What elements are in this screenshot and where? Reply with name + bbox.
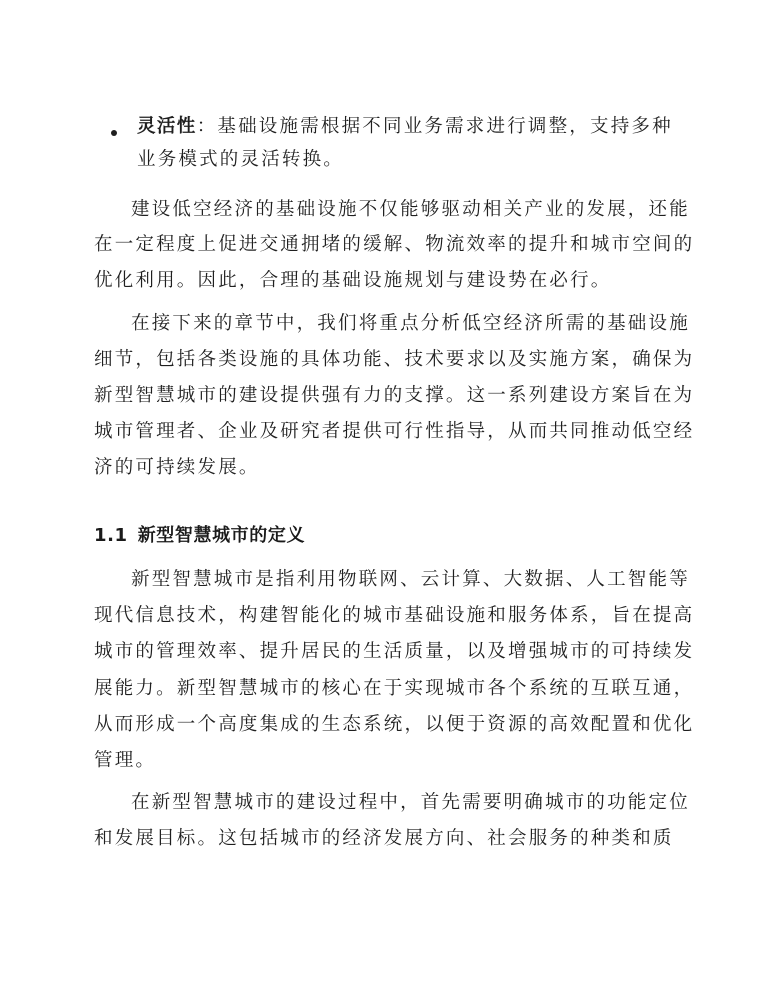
bullet-dot-icon: [111, 130, 117, 136]
section-heading: [94, 524, 305, 548]
para4-line-1: 在新型智慧城市的建设过程中，首先需要明确城市的功能定位: [131, 792, 690, 813]
para2-line-2: 细节，包括各类设施的具体功能、技术要求以及实施方案，确保为: [94, 349, 695, 370]
para3-line-6: 管理。: [94, 750, 157, 771]
para2-line-3: 新型智慧城市的建设提供强有力的支撑。这一系列建设方案旨在为: [94, 385, 695, 406]
para2-line-1: 在接下来的章节中，我们将重点分析低空经济所需的基础设施: [131, 313, 690, 334]
section-title: 新型智慧城市的定义: [137, 525, 306, 546]
para1-line-2: 在一定程度上促进交通拥堵的缓解、物流效率的提升和城市空间的: [94, 234, 695, 255]
para1-line-3: 优化利用。因此，合理的基础设施规划与建设势在必行。: [94, 270, 612, 291]
bullet-text-1: 基础设施需根据不同业务需求进行调整，支持多种: [217, 116, 673, 137]
para3-line-3: 城市的管理效率、提升居民的生活质量，以及增强城市的可持续发: [94, 641, 695, 662]
bullet-term: 灵活性: [137, 116, 197, 137]
para2-line-4: 城市管理者、企业及研究者提供可行性指导，从而共同推动低空经: [94, 421, 695, 442]
para3-line-5: 从而形成一个高度集成的生态系统，以便于资源的高效配置和优化: [94, 714, 695, 735]
para1-line-1: 建设低空经济的基础设施不仅能够驱动相关产业的发展，还能: [131, 199, 690, 220]
bullet-line-2: 业务模式的灵活转换。: [137, 149, 345, 170]
bullet-line-1: [137, 115, 673, 139]
para3-line-4: 展能力。新型智慧城市的核心在于实现城市各个系统的互联互通，: [94, 678, 695, 699]
para3-line-2: 现代信息技术，构建智能化的城市基础设施和服务体系，旨在提高: [94, 605, 695, 626]
para4-line-2: 和发展目标。这包括城市的经济发展方向、社会服务的种类和质: [94, 828, 674, 849]
para3-line-1: 新型智慧城市是指利用物联网、云计算、大数据、人工智能等: [131, 569, 690, 590]
section-number: 1.1: [94, 525, 128, 546]
para2-line-5: 济的可持续发展。: [94, 457, 260, 478]
bullet-colon: ：: [196, 116, 218, 137]
